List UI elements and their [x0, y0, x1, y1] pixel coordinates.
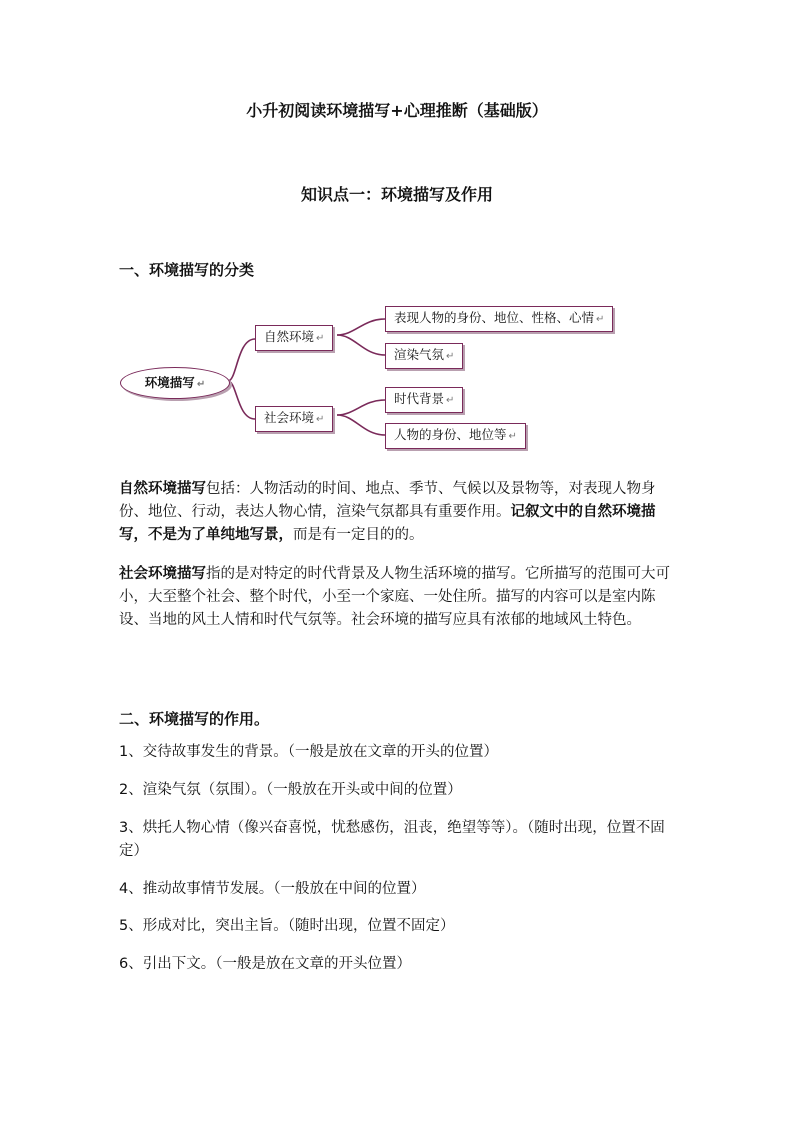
section1-heading: 一、环境描写的分类	[119, 261, 255, 279]
leaf-natural-2	[385, 343, 463, 369]
natural-emphasis: 记叙文中的自然环境描写，不是为了单纯地写景，	[119, 504, 656, 543]
leaf-natural-2-label: 渲染气氛	[394, 347, 445, 362]
natural-text-end: 而是有一定目的的。	[293, 527, 424, 543]
social-term: 社会环境描写	[119, 566, 206, 582]
return-mark: ↵	[446, 395, 455, 406]
leaf-social-2-label: 人物的身份、地位等	[394, 427, 507, 442]
connector-social-leaf2	[337, 415, 385, 435]
effect-item-4: 4、推动故事情节发展。（一般放在中间的位置）	[119, 881, 426, 897]
natural-term: 自然环境描写	[119, 481, 206, 497]
leaf-social-1	[385, 387, 463, 413]
return-mark: ↵	[316, 333, 325, 344]
leaf-natural-1	[385, 306, 613, 332]
leaf-natural-1-label: 表现人物的身份、地位、性格、心情	[394, 310, 595, 325]
effect-item-1: 1、交待故事发生的背景。（一般是放在文章的开头的位置）	[119, 744, 498, 760]
root-node-label: 环境描写	[144, 375, 195, 390]
connector-natural-leaf1	[337, 319, 385, 335]
node-natural	[255, 325, 333, 351]
connector-social-leaf1	[337, 400, 385, 415]
connector-root-social	[228, 381, 255, 419]
section2-heading: 二、环境描写的作用。	[119, 710, 270, 728]
section-subtitle: 知识点一：环境描写及作用	[300, 185, 493, 204]
classification-diagram	[115, 295, 655, 460]
leaf-social-1-label: 时代背景	[394, 391, 445, 406]
effect-item-6: 6、引出下文。（一般是放在文章的开头位置）	[119, 956, 411, 972]
connector-natural-leaf2	[337, 335, 385, 355]
return-mark: ↵	[508, 431, 517, 442]
return-mark: ↵	[196, 379, 206, 390]
effect-item-3: 3、烘托人物心情（像兴奋喜悦，忧愁感伤，沮丧，绝望等等）。（随时出现，位置不固定）	[119, 820, 665, 859]
node-natural-label: 自然环境	[264, 329, 315, 344]
natural-text: 包括：人物活动的时间、地点、季节、气候以及景物等，对表现人物身份、地位、行动，表达人物心情，渲染气氛都具有重要作用。	[119, 481, 656, 520]
natural-description-paragraph	[119, 478, 679, 547]
return-mark: ↵	[316, 414, 325, 425]
node-social	[255, 406, 333, 432]
effect-item-5: 5、形成对比，突出主旨。（随时出现，位置不固定）	[119, 918, 455, 934]
return-mark: ↵	[596, 314, 605, 325]
document-title: 小升初阅读环境描写+心理推断（基础版）	[246, 101, 548, 120]
node-social-label: 社会环境	[264, 410, 315, 425]
root-node	[120, 367, 230, 399]
social-description-paragraph	[119, 563, 679, 632]
return-mark: ↵	[446, 351, 455, 362]
effect-item-2: 2、渲染气氛（氛围）。（一般放在开头或中间的位置）	[119, 782, 462, 798]
leaf-social-2	[385, 423, 526, 449]
social-text: 指的是对特定的时代背景及人物生活环境的描写。它所描写的范围可大可小，大至整个社会、整个时代，小至一个家庭、一处住所。描写的内容可以是室内陈设、当地的风土人情和时代气氛等。社会环境的描写应具有浓郁的地域风土特色。	[119, 566, 670, 628]
connector-root-natural	[228, 339, 255, 381]
